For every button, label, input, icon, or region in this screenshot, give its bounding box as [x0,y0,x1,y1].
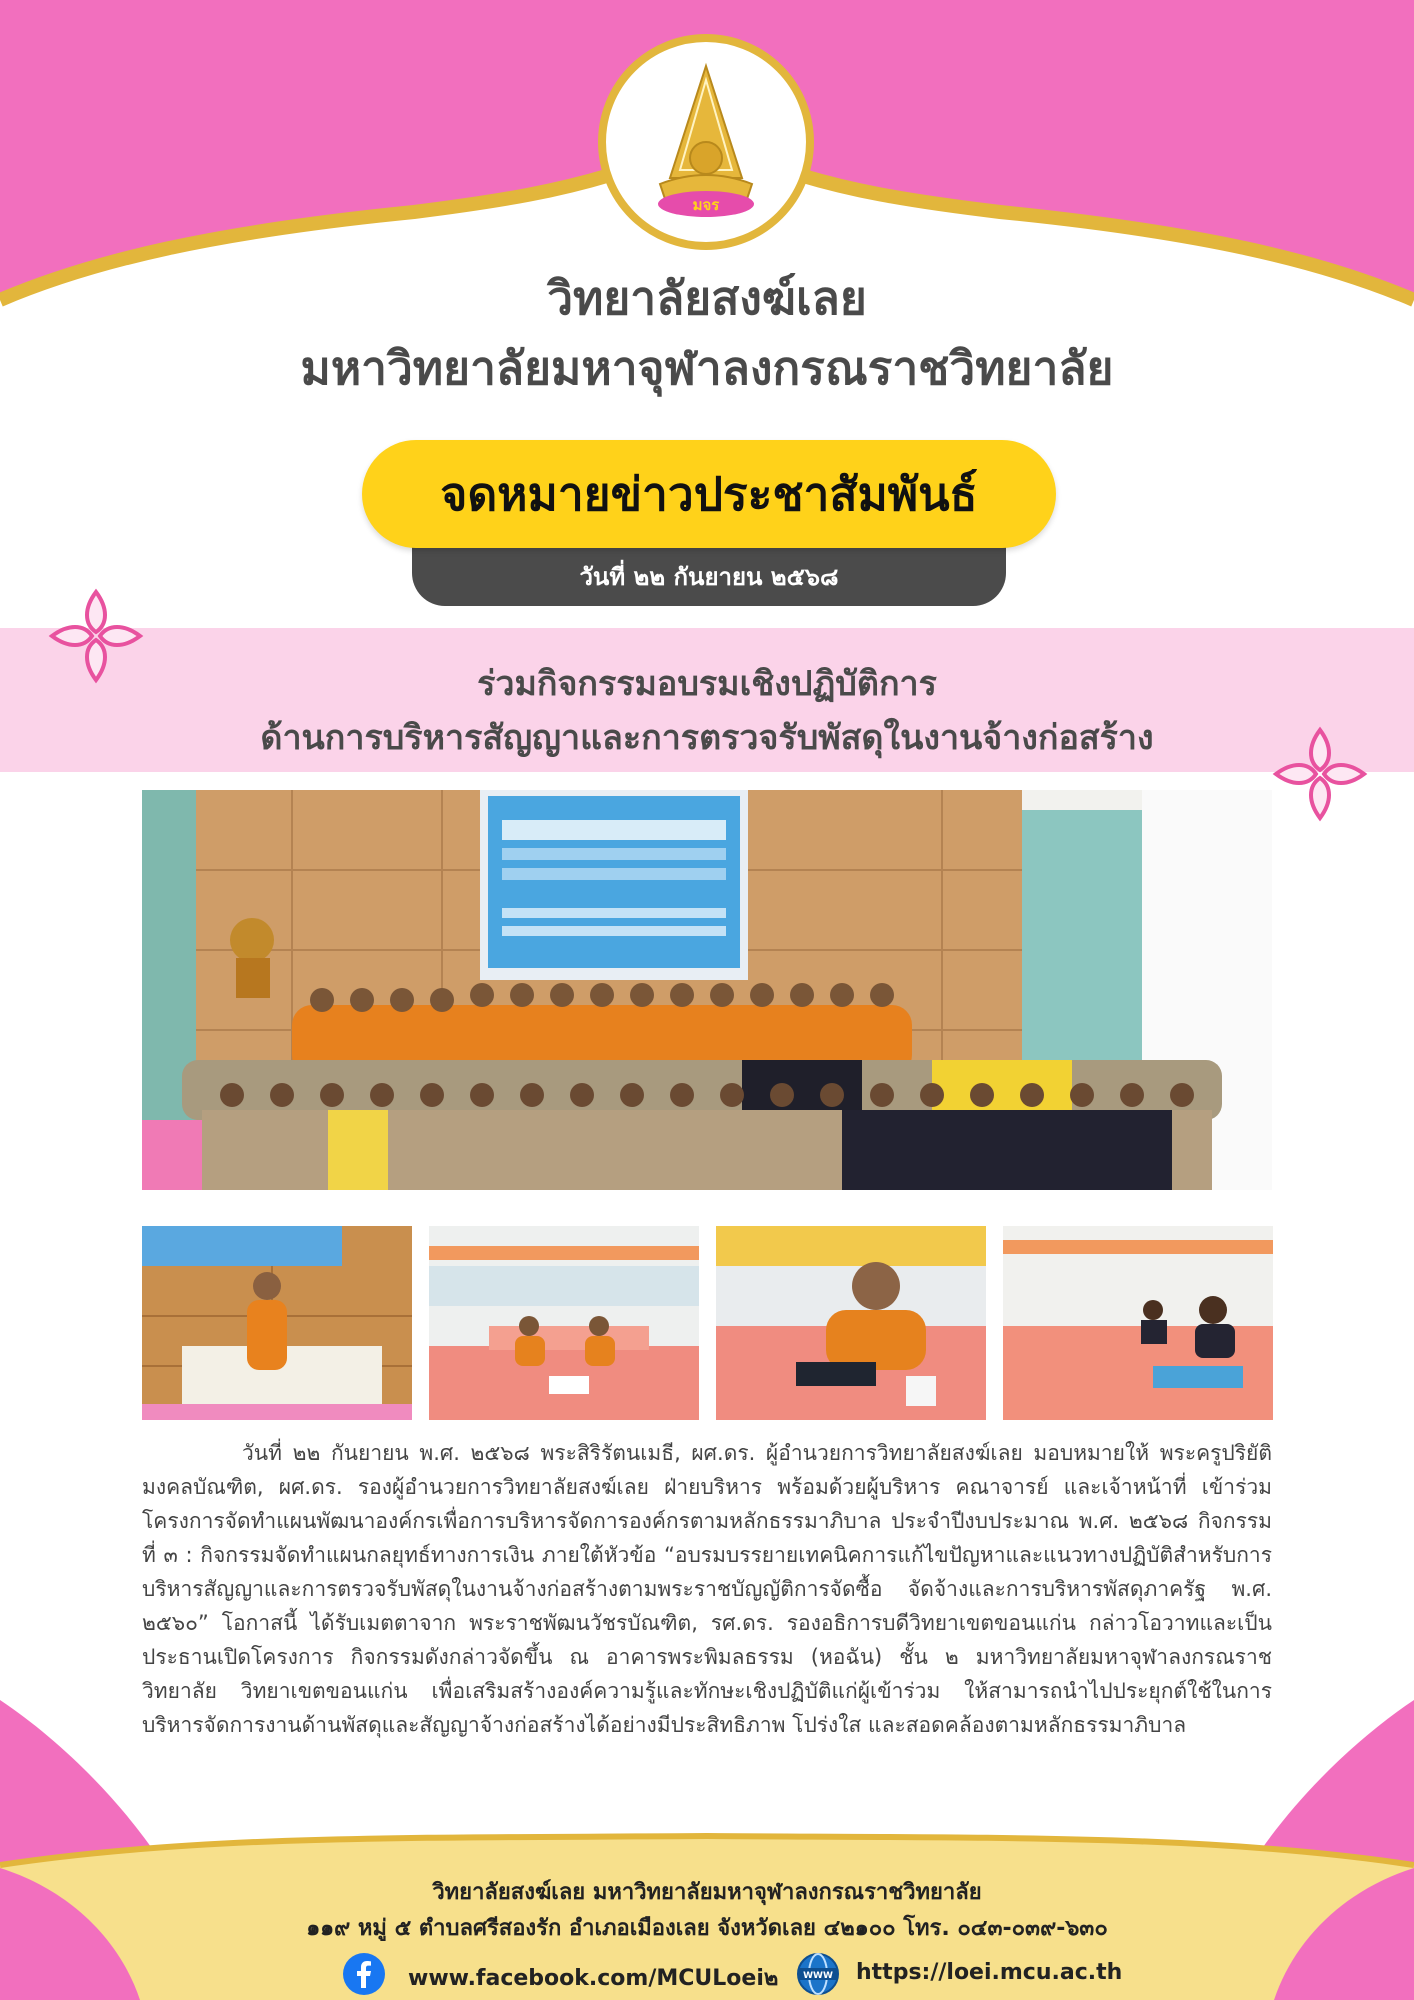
headline-line-2: ด้านการบริหารสัญญาและการตรวจรับพัสดุในงานจ้างก่อสร้าง [260,718,1154,758]
facebook-icon [342,1952,386,1996]
newsletter-title: จดหมายข่าวประชาสัมพันธ์ [362,440,1056,548]
news-body-paragraph: วันที่ ๒๒ กันยายน พ.ศ. ๒๕๖๘ พระสิริรัตนเมธี, ผศ.ดร. ผู้อำนวยการวิทยาลัยสงฆ์เลย มอบหมายให้ พระครูปริยัติมงคลบัณฑิต, ผศ.ดร. รองผู้อำนวยการวิทยาลัยสงฆ์เลย ฝ่ายบริหาร พร้อมด้วยผู้บริหาร คณาจารย์ และเจ้าหน้าที่ เข้าร่วม โครงการจัดทำแผนพัฒนาองค์กรเพื่อการบริหารจัดการองค์กรตามหลักธรรมาภิบาล ประจำปีงบประมาณ พ.ศ. ๒๕๖๘ กิจกรรมที่ ๓ : กิจกรรมจัดทำแผนกลยุทธ์ทางการเงิน ภายใต้หัวข้อ “อบรมบรรยายเทคนิคการแก้ไขปัญหาและแนวทางปฏิบัติสำหรับการบริหารสัญญาและการตรวจรับพัสดุในงานจ้างก่อสร้างตามพระราชบัญญัติการจัดซื้อ จัดจ้างและการบริหารพัสดุภาครัฐ พ.ศ. ๒๕๖๐” โอกาสนี้ ได้รับเมตตาจาก พระราชพัฒนวัชรบัณฑิต, รศ.ดร. รองอธิการบดีวิทยาเขตขอนแก่น กล่าวโอวาทและเป็นประธานเปิดโครงการ กิจกรรมดังกล่าวจัดขึ้น ณ อาคารพระพิมลธรรม (หอฉัน) ชั้น ๒ มหาวิทยาลัยมหาจุฬาลงกรณราชวิทยาลัย วิทยาเขตขอนแก่น เพื่อเสริมสร้างองค์ความรู้และทักษะเชิงปฏิบัติแก่ผู้เข้าร่วม ให้สามารถนำไปประยุกต์ใช้ในการบริหารจัดการงานด้านพัสดุและสัญญาจ้างก่อสร้างได้อย่างมีประสิทธิภาพ โปร่งใส และสอดคล้องตามหลักธรรมาภิบาล [142,1441,1272,1737]
facebook-link[interactable]: www.facebook.com/MCULoei๒ [408,1966,779,1991]
college-name: วิทยาลัยสงฆ์เลย [547,271,867,325]
website-link[interactable]: https://loei.mcu.ac.th [856,1960,1123,1985]
university-name: มหาวิทยาลัยมหาจุฬาลงกรณราชวิทยาลัย [300,341,1114,395]
university-emblem [646,62,766,220]
footer-institution: วิทยาลัยสงฆ์เลย มหาวิทยาลัยมหาจุฬาลงกรณราชวิทยาลัย [432,1880,982,1905]
www-icon-text: WWW [803,1971,833,1981]
footer-address: ๑๑๙ หมู่ ๕ ตำบลศรีสองรัก อำเภอเมืองเลย จังหวัดเลย ๔๒๑๐๐ โทร. ๐๔๓-๐๓๙-๖๓๐ [306,1916,1108,1941]
group-photo [142,790,1272,1190]
headline-line-1: ร่วมกิจกรรมอบรมเชิงปฏิบัติการ [477,664,937,704]
website-globe-icon [796,1952,840,1996]
photo-monk-lecture [142,1226,412,1420]
photo-participants-2 [1003,1226,1273,1420]
newsletter-date: วันที่ ๒๒ กันยายน ๒๕๖๘ [412,540,1006,606]
emblem-text: มจร [692,196,720,214]
photo-participants-1 [429,1226,699,1420]
photo-monk-seated [716,1226,986,1420]
